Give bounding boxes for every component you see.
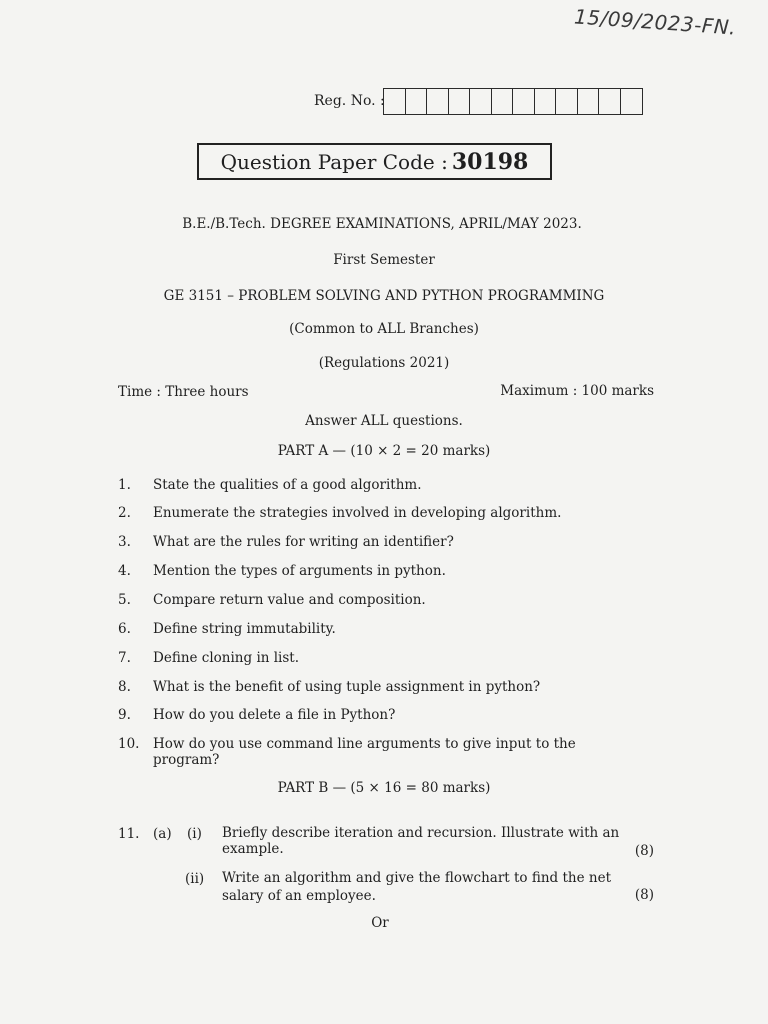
question-number: 7.: [118, 650, 131, 666]
common-to: (Common to ALL Branches): [289, 321, 479, 337]
semester: First Semester: [333, 252, 435, 268]
question-number: 5.: [118, 592, 131, 608]
question-text: State the qualities of a good algorithm.: [153, 477, 422, 493]
part-a-heading: PART A — (10 × 2 = 20 marks): [277, 443, 491, 459]
question-paper-code: 30198: [451, 148, 529, 175]
question-number: 3.: [118, 534, 131, 550]
reg-no-box: [449, 89, 471, 114]
question-item: [118, 534, 648, 550]
reg-no-box: [556, 89, 578, 114]
question-text: Mention the types of arguments in python.: [153, 563, 446, 579]
question-item: [118, 707, 648, 723]
question-item: [118, 679, 648, 695]
subquestion-text: Write an algorithm and give the flowchart to find the net salary of an employee.: [222, 870, 611, 904]
question-item: [118, 477, 648, 493]
instructions: Answer ALL questions.: [305, 413, 463, 429]
subquestion-label: (ii): [185, 871, 205, 887]
reg-no-box: [535, 89, 557, 114]
question-text: What is the benefit of using tuple assignment in python?: [153, 679, 541, 695]
question-text: What are the rules for writing an identifier?: [153, 534, 454, 550]
question-number: 8.: [118, 679, 131, 695]
question-item: [118, 563, 648, 579]
time-allowed: Time : Three hours: [118, 384, 249, 400]
reg-no-box: [621, 89, 643, 114]
reg-no-box: [406, 89, 428, 114]
question-paper-code-label: Question Paper Code :: [220, 149, 448, 174]
subquestion-marks: (8): [634, 843, 654, 859]
reg-no-boxes: [383, 88, 643, 115]
reg-no-box: [599, 89, 621, 114]
question-text: Define string immutability.: [153, 621, 336, 637]
reg-no-box: [492, 89, 514, 114]
question-option-label: (a): [153, 826, 172, 842]
question-item: [118, 621, 648, 637]
question-number: 6.: [118, 621, 131, 637]
question-number: 9.: [118, 707, 131, 723]
course-title: GE 3151 – PROBLEM SOLVING AND PYTHON PROGRAMMING: [163, 288, 605, 304]
question-text: Enumerate the strategies involved in developing algorithm.: [153, 505, 562, 521]
reg-no-box: [427, 89, 449, 114]
subquestion-label: (i): [187, 826, 202, 842]
question-number: 10.: [118, 736, 140, 752]
question-text: How do you use command line arguments to give input to the program?: [153, 736, 576, 768]
question-number: 1.: [118, 477, 131, 493]
question-item: [118, 736, 618, 768]
reg-no-box: [384, 89, 406, 114]
question-text: How do you delete a file in Python?: [153, 707, 396, 723]
handwritten-date-note: 15/09/2023-FN.: [573, 4, 737, 40]
question-item: [118, 505, 648, 521]
question-number: 2.: [118, 505, 131, 521]
question-number: 4.: [118, 563, 131, 579]
reg-no-box: [513, 89, 535, 114]
subquestion-text: Briefly describe iteration and recursion. Illustrate with an example.: [222, 825, 620, 857]
part-b-heading: PART B — (5 × 16 = 80 marks): [277, 780, 491, 796]
question-item: [118, 592, 648, 608]
question-number: 11.: [118, 826, 140, 842]
maximum-marks: Maximum : 100 marks: [500, 383, 654, 399]
exam-title: B.E./B.Tech. DEGREE EXAMINATIONS, APRIL/MAY 2023.: [182, 216, 582, 232]
question-text: Define cloning in list.: [153, 650, 300, 666]
question-item: [118, 650, 648, 666]
regulations: (Regulations 2021): [318, 355, 450, 371]
question-paper-code-box: [197, 143, 552, 180]
subquestion-marks: (8): [634, 887, 654, 903]
reg-no-box: [470, 89, 492, 114]
reg-no-label: Reg. No. :: [314, 93, 385, 109]
reg-no-box: [578, 89, 600, 114]
question-text: Compare return value and composition.: [153, 592, 426, 608]
or-separator: Or: [371, 915, 389, 931]
